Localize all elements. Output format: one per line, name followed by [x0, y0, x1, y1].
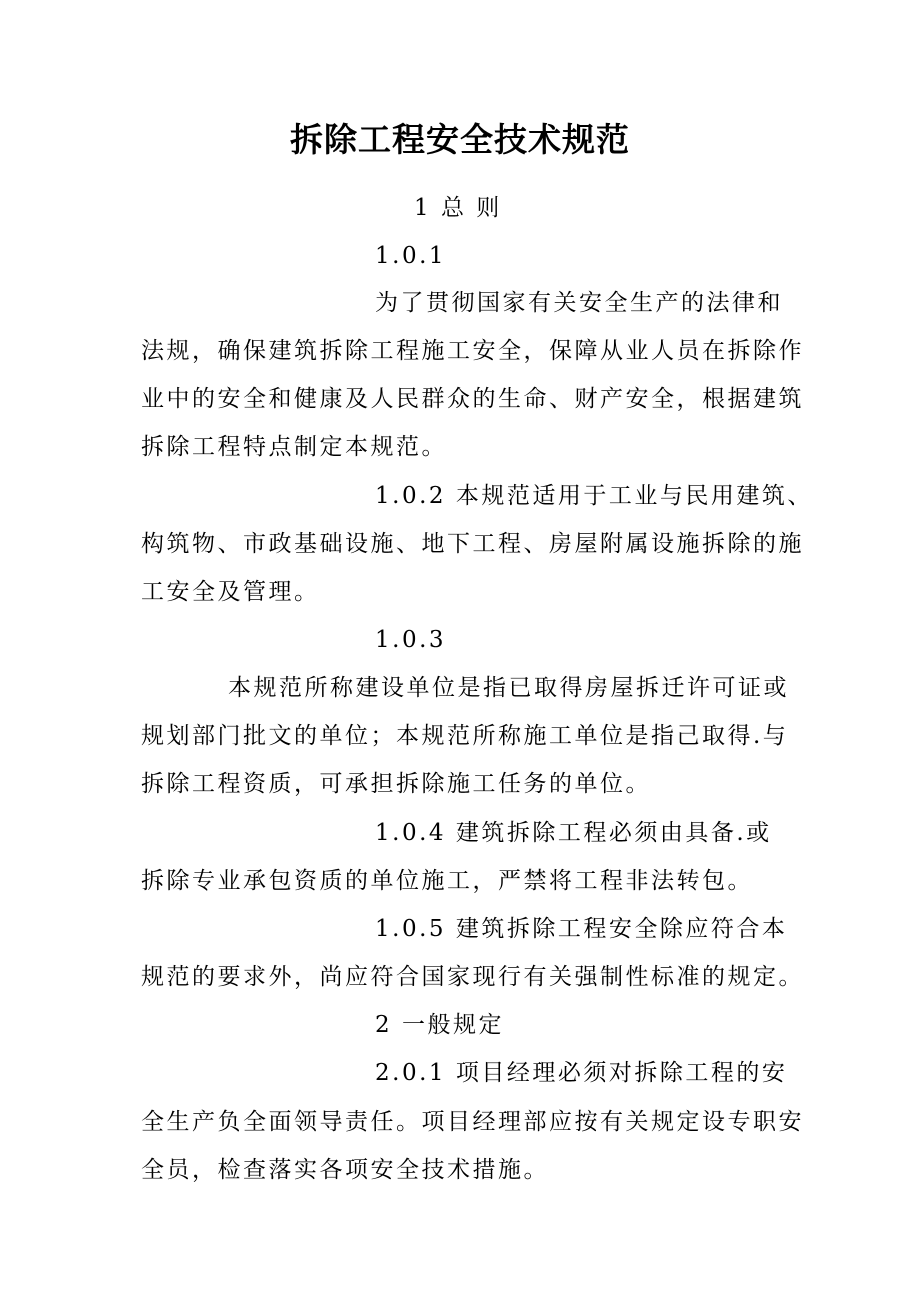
document-title: 拆除工程安全技术规范	[290, 120, 630, 159]
paragraph-line: 规范的要求外，尚应符合国家现行有关强制性标准的规定。	[141, 964, 804, 990]
paragraph-line: 本规范所称建设单位是指已取得房屋拆迁许可证或	[228, 675, 789, 701]
clause-number-1-0-1: 1.0.1	[375, 243, 447, 269]
paragraph-line: 规划部门批文的单位；本规范所称施工单位是指己取得.与	[141, 723, 789, 749]
paragraph-line: 业中的安全和健康及人民群众的生命、财产安全，根据建筑	[141, 386, 804, 412]
paragraph-line: 拆除工程特点制定本规范。	[141, 434, 447, 460]
paragraph-line: 为了贯彻国家有关安全生产的法律和	[375, 290, 783, 316]
paragraph-line: 全员，检查落实各项安全技术措施。	[141, 1157, 549, 1183]
paragraph-line: 全生产负全面领导责任。项目经理部应按有关规定设专职安	[141, 1109, 804, 1135]
paragraph-line: 构筑物、市政基础设施、地下工程、房屋附属设施拆除的施	[141, 531, 804, 557]
section-heading-general-rules: 2 一般规定	[375, 1012, 504, 1038]
paragraph-line: 2.0.1 项目经理必须对拆除工程的安	[375, 1060, 788, 1086]
clause-number-1-0-3: 1.0.3	[375, 627, 447, 653]
paragraph-line: 1.0.5 建筑拆除工程安全除应符合本	[375, 916, 788, 942]
paragraph-line: 1.0.4 建筑拆除工程必须由具备.或	[375, 820, 772, 846]
paragraph-line: 法规，确保建筑拆除工程施工安全，保障从业人员在拆除作	[141, 338, 804, 364]
section-heading-general: 1 总 则	[414, 195, 502, 221]
paragraph-line: 1.0.2 本规范适用于工业与民用建筑、	[375, 483, 813, 509]
paragraph-line: 拆除专业承包资质的单位施工，严禁将工程非法转包。	[141, 868, 753, 894]
paragraph-line: 工安全及管理。	[141, 579, 320, 605]
paragraph-line: 拆除工程资质，可承担拆除施工任务的单位。	[141, 771, 651, 797]
